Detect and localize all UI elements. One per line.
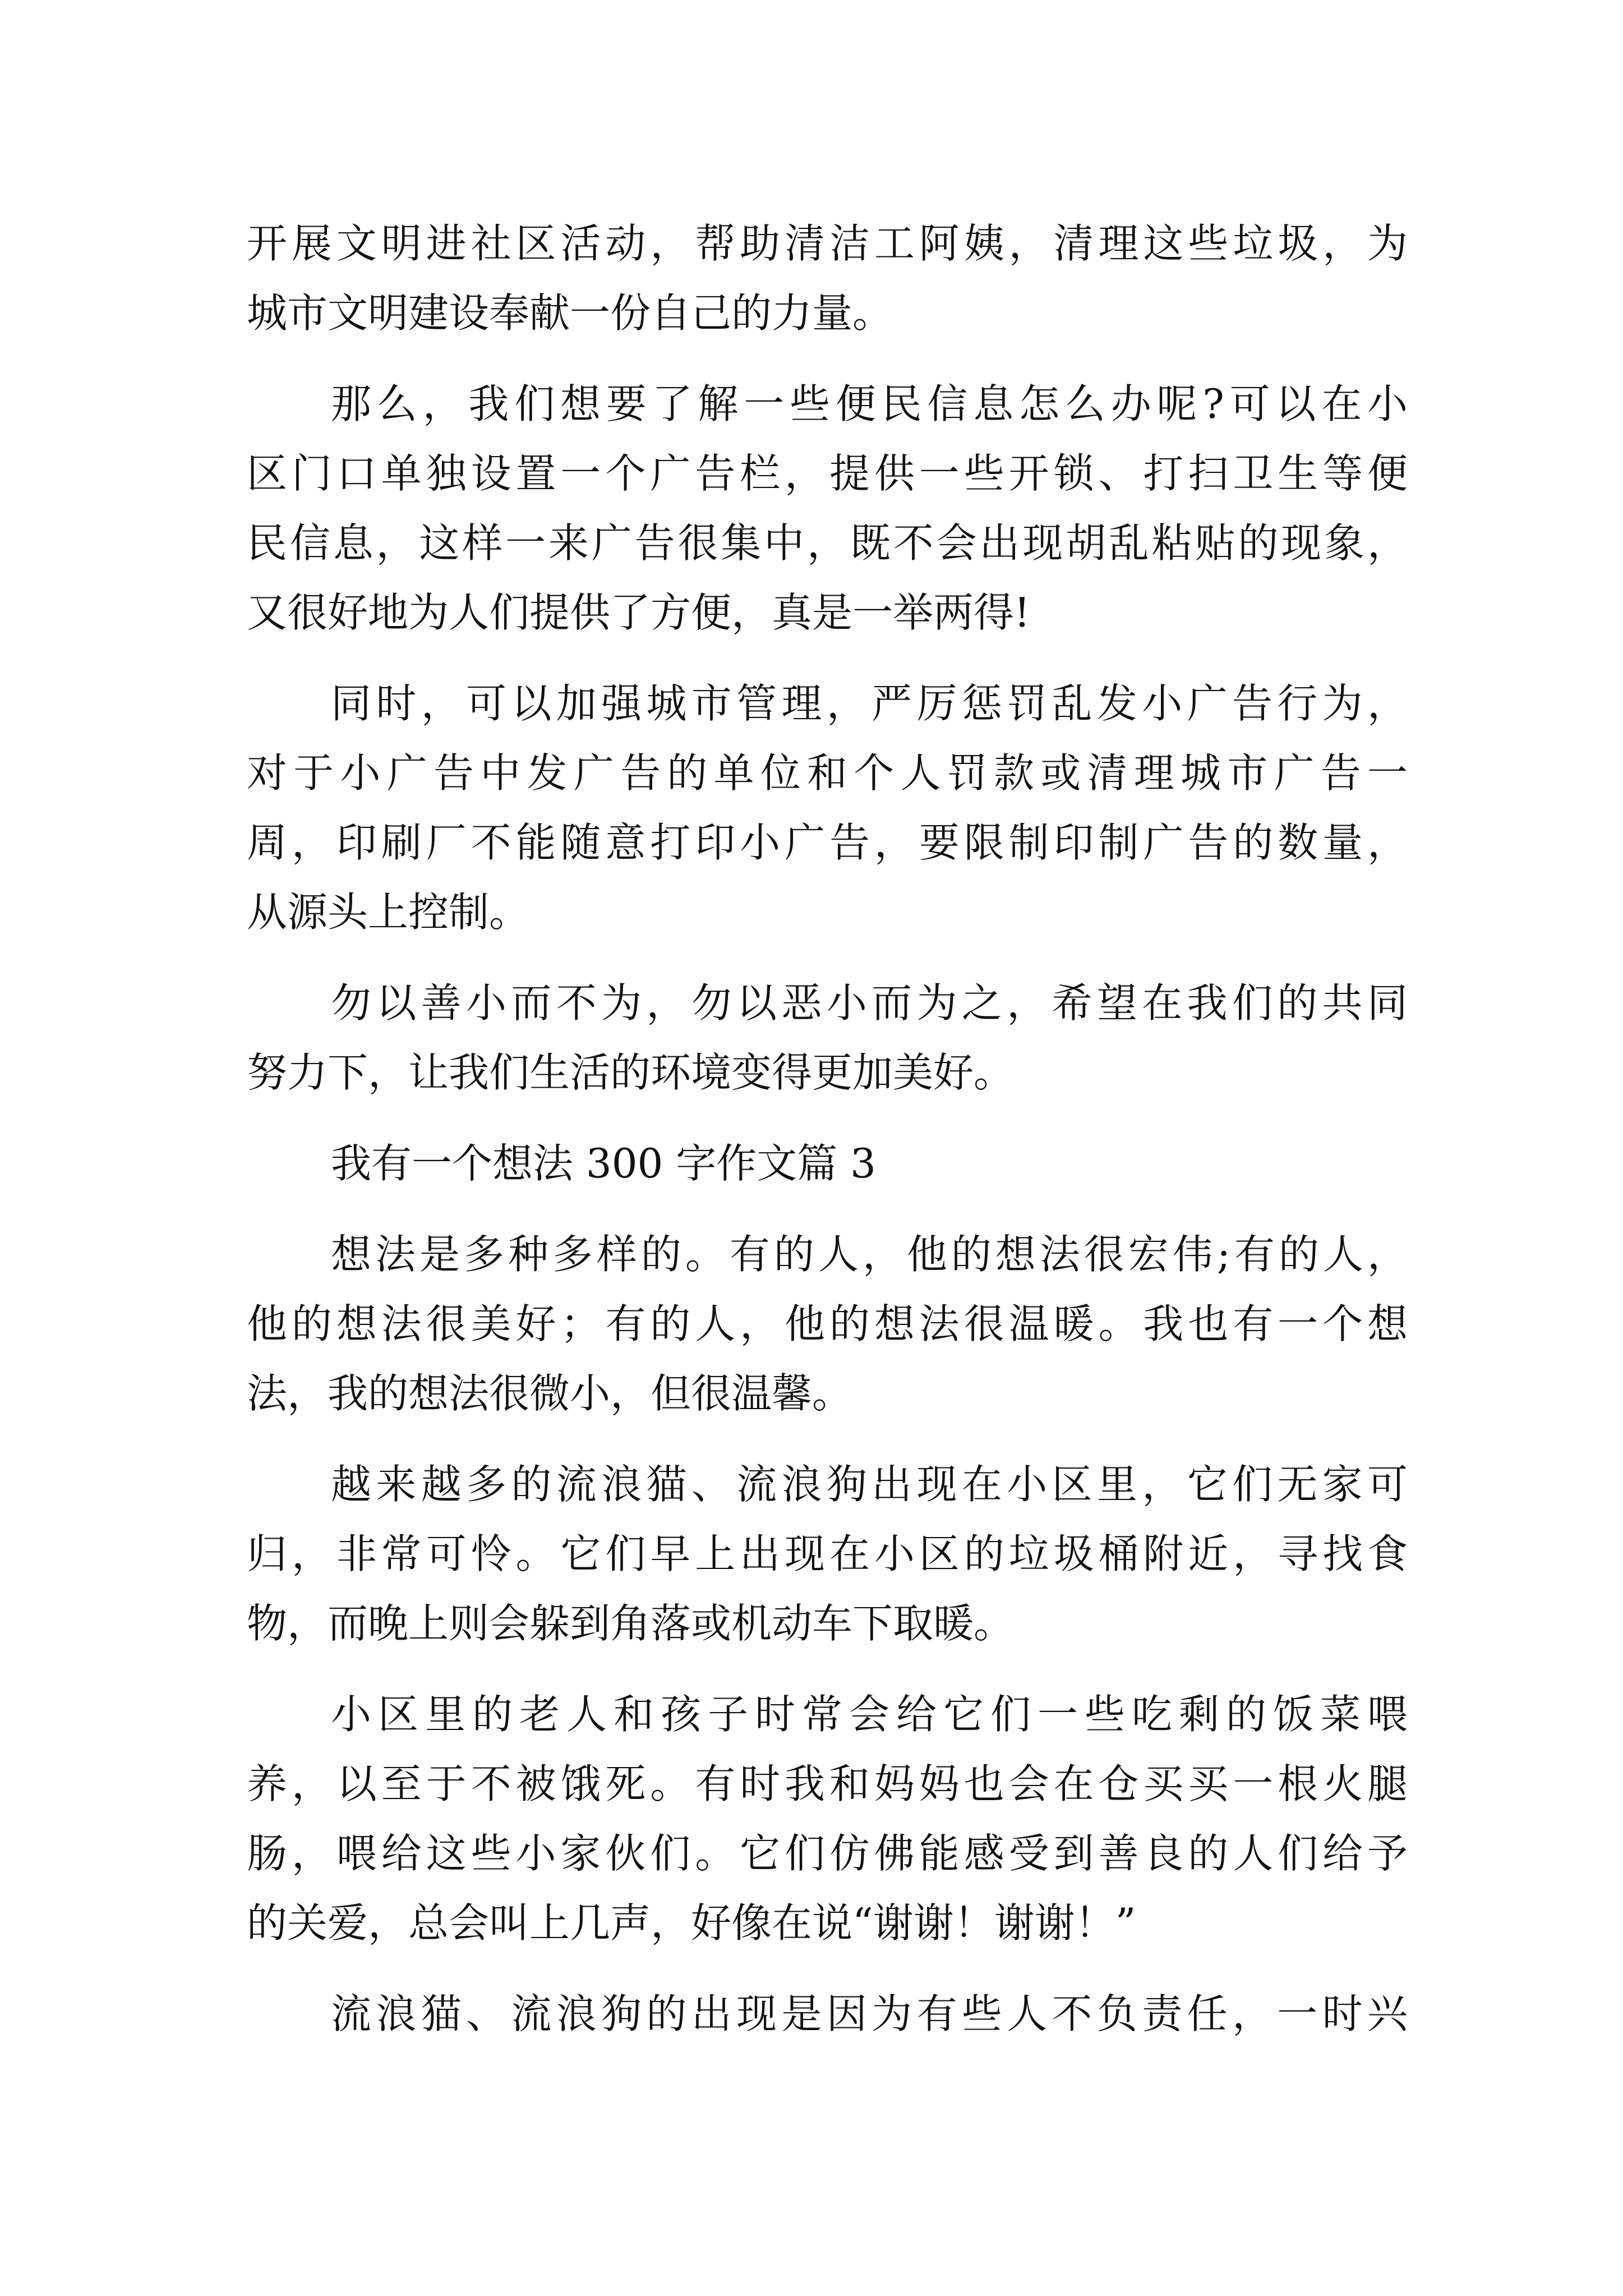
text-line: 努力下，让我们生活的环境变得更加美好。 bbox=[247, 1049, 1015, 1096]
text-line: 同时，可以加强城市管理，严厉惩罚乱发小广告行为， bbox=[331, 680, 1408, 727]
text-line: 勿以善小而不为，勿以恶小而为之，希望在我们的共同 bbox=[331, 979, 1408, 1027]
section-heading: 我有一个想法 300 字作文篇 3 bbox=[331, 1140, 876, 1187]
text-line: 归，非常可怜。它们早上出现在小区的垃圾桶附近，寻找食 bbox=[247, 1530, 1408, 1577]
text-line: 养，以至于不被饿死。有时我和妈妈也会在仓买买一根火腿 bbox=[247, 1760, 1408, 1807]
text-line: 城市文明建设奉献一份自己的力量。 bbox=[247, 289, 893, 337]
text-line: 想法是多种多样的。有的人，他的想法很宏伟;有的人， bbox=[331, 1231, 1408, 1278]
text-line: 区门口单独设置一个广告栏，提供一些开锁、打扫卫生等便 bbox=[247, 450, 1408, 497]
text-line: 从源头上控制。 bbox=[247, 889, 530, 936]
text-line: 那么，我们想要了解一些便民信息怎么办呢?可以在小 bbox=[331, 380, 1408, 427]
text-line: 对于小广告中发广告的单位和个人罚款或清理城市广告一 bbox=[247, 749, 1408, 797]
text-line: 又很好地为人们提供了方便，真是一举两得! bbox=[247, 589, 1030, 636]
text-line: 越来越多的流浪猫、流浪狗出现在小区里，它们无家可 bbox=[331, 1461, 1408, 1508]
text-line: 他的想法很美好；有的人，他的想法很温暖。我也有一个想 bbox=[247, 1300, 1408, 1347]
text-line: 小区里的老人和孩子时常会给它们一些吃剩的饭菜喂 bbox=[331, 1691, 1408, 1738]
body-text bbox=[247, 209, 1408, 2049]
text-line: 法，我的想法很微小，但很温馨。 bbox=[247, 1370, 853, 1417]
text-line: 物，而晚上则会躲到角落或机动车下取暖。 bbox=[247, 1600, 1015, 1647]
text-line: 民信息，这样一来广告很集中，既不会出现胡乱粘贴的现象， bbox=[247, 519, 1408, 567]
text-line: 的关爱，总会叫上几声，好像在说“谢谢！谢谢！” bbox=[247, 1899, 1136, 1947]
text-line: 开展文明进社区活动，帮助清洁工阿姨，清理这些垃圾，为 bbox=[247, 220, 1408, 267]
text-line: 周，印刷厂不能随意打印小广告，要限制印制广告的数量， bbox=[247, 819, 1408, 866]
text-line: 流浪猫、流浪狗的出现是因为有些人不负责任，一时兴 bbox=[331, 1990, 1408, 2037]
text-line: 肠，喂给这些小家伙们。它们仿佛能感受到善良的人们给予 bbox=[247, 1830, 1408, 1877]
